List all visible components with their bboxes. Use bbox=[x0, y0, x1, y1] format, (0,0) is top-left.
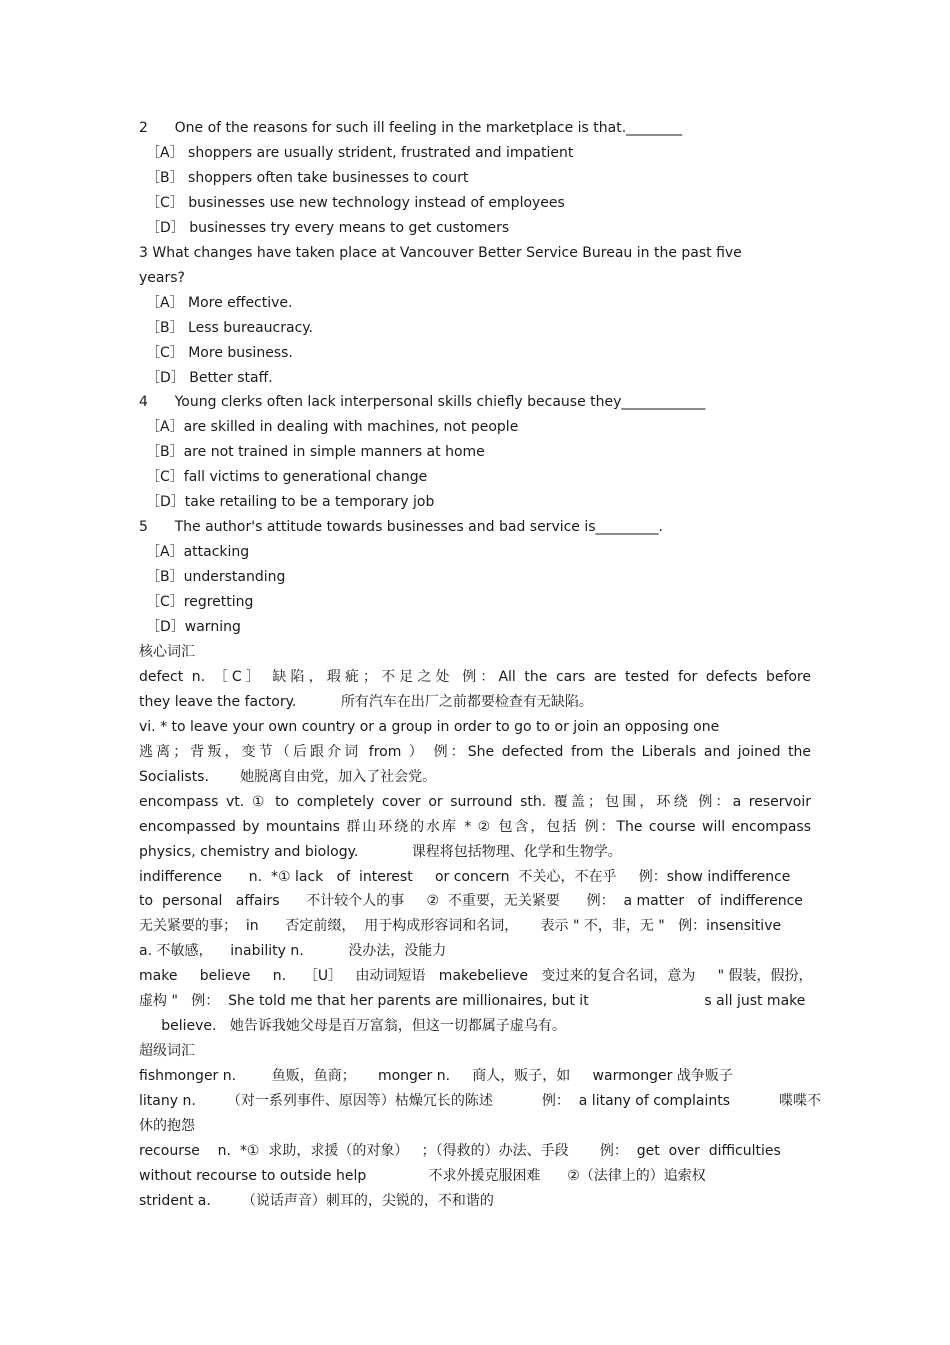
text-line: fishmonger n. 鱼贩，鱼商； monger n. 商人，贩子，如 warmonger 战争贩子 bbox=[139, 1068, 733, 1085]
option-line: ［B］are not trained in simple manners at home bbox=[146, 444, 485, 461]
text-line: 无关紧要的事； in 否定前缀， 用于构成形容词和名词， 表示 " 不，非，无 " 例：insensitive bbox=[139, 918, 782, 935]
text-line: 休的抱怨 bbox=[139, 1118, 195, 1134]
option-line: ［D］warning bbox=[146, 619, 241, 635]
text-line: 虚构 " 例： She told me that her parents are millionaires, but it s all just make bbox=[139, 993, 806, 1010]
option-line: ［B］ Less bureaucracy. bbox=[146, 319, 314, 336]
option-line: ［D］ Better staff. bbox=[146, 369, 273, 386]
text-line: to personal affairs 不计较个人的事 ② 不重要，无关紧要 例： a matter of indifference bbox=[139, 893, 803, 910]
text-line: litany n. （对一系列事件、原因等）枯燥冗长的陈述 例： a litany of complaints 喋喋不 bbox=[139, 1093, 821, 1110]
text-line: defect n. ［C］ 缺陷，瑕疵；不足之处 例：All the cars are tested for defects before bbox=[139, 668, 811, 685]
option-line: ［C］regretting bbox=[146, 594, 254, 611]
question-line: years? bbox=[139, 269, 185, 286]
text-line: believe. 她告诉我她父母是百万富翁，但这一切都属子虚乌有。 bbox=[139, 1018, 566, 1035]
option-line: ［D］ businesses try every means to get customers bbox=[146, 219, 510, 236]
question-line: 4 Young clerks often lack interpersonal skills chiefly because they____________ bbox=[139, 394, 706, 411]
text-line: a. 不敏感， inability n. 没办法，没能力 bbox=[139, 943, 447, 960]
option-line: ［A］attacking bbox=[146, 544, 250, 561]
option-line: ［C］ More business. bbox=[146, 344, 293, 361]
option-line: ［C］fall victims to generational change bbox=[146, 469, 428, 486]
text-line: encompassed by mountains 群山环绕的水库 * ② 包含，包括 例：The course will encompass bbox=[139, 818, 811, 835]
section-heading: 核心词汇 bbox=[139, 643, 195, 660]
question-line: 3 What changes have taken place at Vancouver Better Service Bureau in the past five bbox=[139, 244, 742, 261]
option-line: ［C］ businesses use new technology instead of employees bbox=[146, 194, 565, 211]
text-line: strident a. （说话声音）刺耳的，尖锐的，不和谐的 bbox=[139, 1192, 494, 1209]
text-line: 逃离；背叛，变节（后跟介词 from ） 例：She defected from the Liberals and joined the bbox=[139, 743, 811, 760]
option-line: ［B］ shoppers often take businesses to court bbox=[146, 169, 469, 186]
text-line: they leave the factory. 所有汽车在出厂之前都要检查有无缺陷。 bbox=[139, 693, 593, 710]
section-heading: 超级词汇 bbox=[139, 1043, 195, 1060]
text-line: make believe n. ［U］ 由动词短语 makebelieve 变过来的复合名词，意为 " 假装，假扮， bbox=[139, 968, 813, 985]
text-line: indifference n. *① lack of interest or concern 不关心，不在乎 例：show indifference bbox=[139, 868, 791, 885]
question-line: 5 The author's attitude towards businesses and bad service is_________. bbox=[139, 519, 664, 536]
question-line: 2 One of the reasons for such ill feeling in the marketplace is that.________ bbox=[139, 120, 683, 136]
option-line: ［A］ shoppers are usually strident, frustrated and impatient bbox=[146, 144, 574, 161]
option-line: ［A］are skilled in dealing with machines, not people bbox=[146, 419, 519, 436]
text-line: recourse n. *① 求助，求援（的对象） ；（得救的）办法、手段 例： get over difficulties bbox=[139, 1142, 781, 1159]
text-line: encompass vt. ① to completely cover or surround sth. 覆盖；包围，环绕 例：a reservoir bbox=[139, 793, 811, 810]
option-line: ［A］ More effective. bbox=[146, 294, 293, 311]
text-line: vi. * to leave your own country or a group in order to go to or join an opposing one bbox=[139, 718, 720, 735]
text-line: Socialists. 她脱离自由党，加入了社会党。 bbox=[139, 768, 437, 785]
option-line: ［B］understanding bbox=[146, 569, 286, 586]
text-line: physics, chemistry and biology. 课程将包括物理、化学和生物学。 bbox=[139, 843, 622, 860]
option-line: ［D］take retailing to be a temporary job bbox=[146, 494, 435, 511]
text-line: without recourse to outside help 不求外援克服困难 ②（法律上的）追索权 bbox=[139, 1167, 706, 1184]
